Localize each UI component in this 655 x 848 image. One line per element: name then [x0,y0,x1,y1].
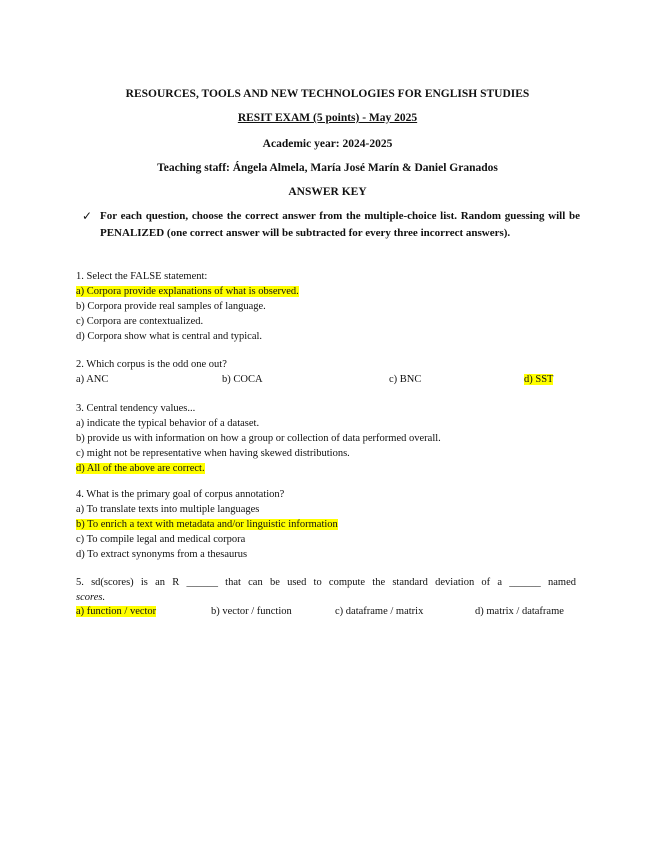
checkmark-icon: ✓ [82,209,93,223]
teaching-staff: Teaching staff: Ángela Almela, María José Marín & Daniel Granados [157,162,498,174]
instructions [82,208,580,242]
question-3-stem: 3. Central tendency values... [76,403,196,414]
question-5-option-c: c) dataframe / matrix [335,606,424,617]
question-1-option-c: c) Corpora are contextualized. [76,316,204,327]
question-5-option-a: a) function / vector [76,606,157,617]
answer-key-heading: ANSWER KEY [288,186,367,198]
question-3-option-b: b) provide us with information on how a group or collection of data performed overall. [76,433,441,444]
document-title: RESOURCES, TOOLS AND NEW TECHNOLOGIES FOR ENGLISH STUDIES [125,88,530,100]
question-4 [76,487,338,562]
question-3-option-c: c) might not be representative when having skewed distributions. [76,448,350,459]
question-1 [76,269,299,344]
question-3-option-d: d) All of the above are correct. [76,463,205,474]
question-4-stem: 4. What is the primary goal of corpus annotation? [76,489,285,500]
question-1-option-b: b) Corpora provide real samples of language. [76,301,266,312]
question-5-stem-italic: scores. [76,592,106,603]
question-1-stem: 1. Select the FALSE statement: [76,271,208,282]
question-5-option-d: d) matrix / dataframe [475,606,564,617]
question-4-option-c: c) To compile legal and medical corpora [76,534,246,545]
question-5-option-b: b) vector / function [211,606,292,617]
question-1-option-d: d) Corpora show what is central and typical. [76,331,263,342]
exam-subtitle-text: RESIT EXAM (5 points) - May 2025 [237,112,418,124]
question-5-stem: 5. sd(scores) is an R ______ that can be used to compute the standard deviation of a ______ named [76,577,576,588]
question-2-option-b: b) COCA [222,374,263,385]
question-3 [76,401,441,476]
question-3-option-a: a) indicate the typical behavior of a dataset. [76,418,260,429]
question-2-option-d: d) SST [524,374,554,385]
question-2-option-c: c) BNC [389,374,422,385]
question-1-option-a: a) Corpora provide explanations of what is observed. [76,286,299,297]
exam-subtitle [0,112,655,124]
question-2 [76,357,227,372]
question-5 [76,575,576,605]
instructions-text: For each question, choose the correct answer from the multiple-choice list. Random guessing will be PENALIZED (one correct answer will be subtracted for every three incorrect answers). [100,210,580,239]
question-4-option-d: d) To extract synonyms from a thesaurus [76,549,248,560]
question-4-option-b: b) To enrich a text with metadata and/or linguistic information [76,519,338,530]
question-2-stem: 2. Which corpus is the odd one out? [76,359,227,370]
academic-year: Academic year: 2024-2025 [262,138,393,150]
question-2-option-a: a) ANC [76,374,109,385]
question-4-option-a: a) To translate texts into multiple languages [76,504,260,515]
